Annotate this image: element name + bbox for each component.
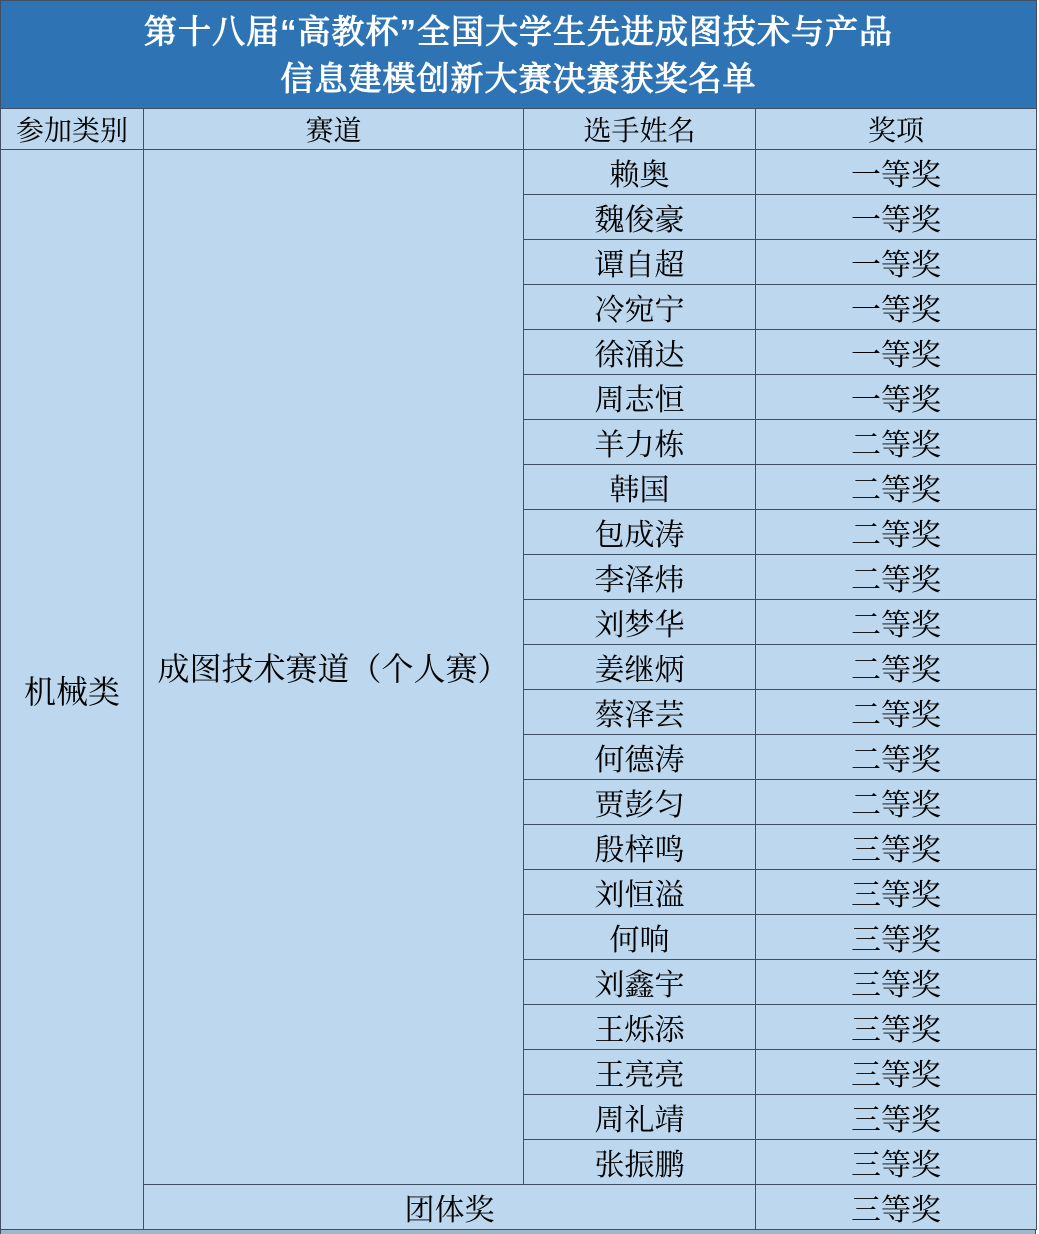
contestant-award-cell: 三等奖 [756, 1005, 1037, 1050]
team-award-value: 三等奖 [756, 1185, 1037, 1230]
contestant-award-cell: 二等奖 [756, 420, 1037, 465]
contestant-name-cell: 何响 [524, 915, 756, 960]
contestant-award-cell: 三等奖 [756, 960, 1037, 1005]
contestant-name-cell: 徐涌达 [524, 330, 756, 375]
contestant-name-cell: 韩国 [524, 465, 756, 510]
contestant-name-cell: 王烁添 [524, 1005, 756, 1050]
contestant-award-cell: 三等奖 [756, 1095, 1037, 1140]
contestant-award-cell: 三等奖 [756, 915, 1037, 960]
column-header-row [1, 109, 1037, 150]
team-award-row [1, 1185, 1037, 1230]
header-track: 赛道 [144, 109, 524, 150]
contestant-award-cell: 一等奖 [756, 285, 1037, 330]
contestant-award-cell: 一等奖 [756, 150, 1037, 195]
contestant-award-cell: 二等奖 [756, 735, 1037, 780]
contestant-name-cell: 何德涛 [524, 735, 756, 780]
contestant-name-cell: 刘鑫宇 [524, 960, 756, 1005]
header-contestant-name: 选手姓名 [524, 109, 756, 150]
header-award: 奖项 [756, 109, 1037, 150]
contestant-award-cell: 三等奖 [756, 1050, 1037, 1095]
header-category: 参加类别 [1, 109, 144, 150]
contestant-name-cell: 刘梦华 [524, 600, 756, 645]
contestant-name-cell: 羊力栋 [524, 420, 756, 465]
category-cell: 机械类 [1, 150, 144, 1230]
contestant-award-cell: 二等奖 [756, 780, 1037, 825]
page-title-line-1: 第十八届“高教杯”全国大学生先进成图技术与产品 [144, 12, 893, 50]
team-award-label: 团体奖 [144, 1185, 756, 1230]
contestant-name-cell: 殷梓鸣 [524, 825, 756, 870]
contestant-row [1, 150, 1037, 195]
contestant-name-cell: 贾彭匀 [524, 780, 756, 825]
contestant-award-cell: 一等奖 [756, 375, 1037, 420]
contestant-name-cell: 冷宛宁 [524, 285, 756, 330]
contestant-name-cell: 周礼靖 [524, 1095, 756, 1140]
contestant-name-cell: 谭自超 [524, 240, 756, 285]
contestant-award-cell: 二等奖 [756, 510, 1037, 555]
contestant-award-cell: 一等奖 [756, 330, 1037, 375]
page-title-line-2: 信息建模创新大赛决赛获奖名单 [280, 59, 757, 97]
contestant-award-cell: 三等奖 [756, 1140, 1037, 1185]
contestant-award-cell: 二等奖 [756, 645, 1037, 690]
contestant-name-cell: 魏俊豪 [524, 195, 756, 240]
contestant-award-cell: 一等奖 [756, 195, 1037, 240]
contestant-name-cell: 李泽炜 [524, 555, 756, 600]
page-title [1, 1, 1037, 109]
contestant-name-cell: 包成涛 [524, 510, 756, 555]
table-body [1, 150, 1037, 1230]
contestant-name-cell: 刘恒溢 [524, 870, 756, 915]
contestant-name-cell: 周志恒 [524, 375, 756, 420]
contestant-name-cell: 蔡泽芸 [524, 690, 756, 735]
contestant-name-cell: 姜继炳 [524, 645, 756, 690]
contestant-award-cell: 三等奖 [756, 870, 1037, 915]
track-cell: 成图技术赛道（个人赛） [144, 150, 524, 1185]
contestant-award-cell: 二等奖 [756, 555, 1037, 600]
contestant-award-cell: 一等奖 [756, 240, 1037, 285]
contestant-name-cell: 赖奥 [524, 150, 756, 195]
contestant-name-cell: 张振鹏 [524, 1140, 756, 1185]
title-row [1, 1, 1037, 109]
contestant-award-cell: 二等奖 [756, 465, 1037, 510]
contestant-award-cell: 二等奖 [756, 600, 1037, 645]
contestant-award-cell: 三等奖 [756, 825, 1037, 870]
contestant-award-cell: 二等奖 [756, 690, 1037, 735]
bottom-edge-strip [0, 1230, 1036, 1234]
contestant-name-cell: 王亮亮 [524, 1050, 756, 1095]
